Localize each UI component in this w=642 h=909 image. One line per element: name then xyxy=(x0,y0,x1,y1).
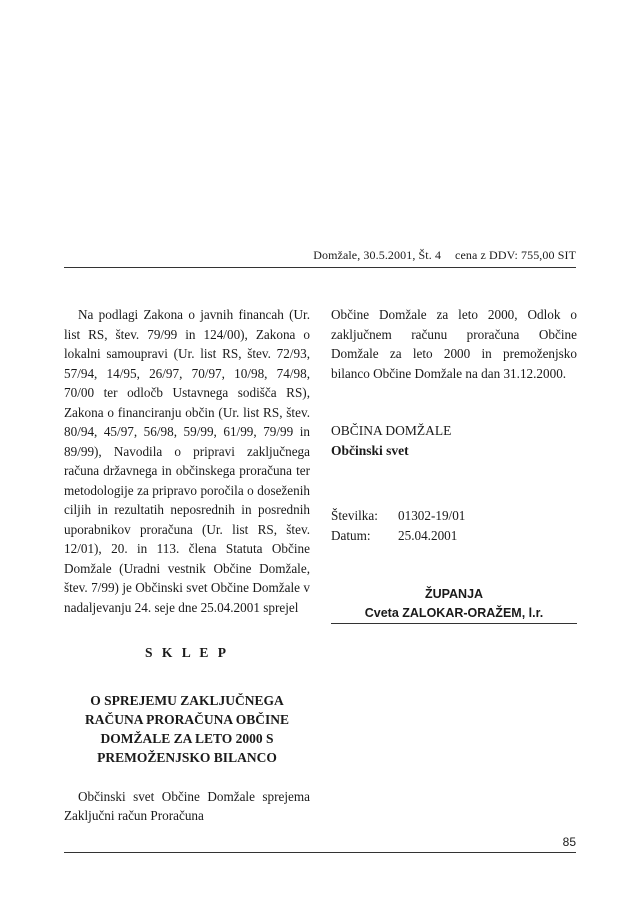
number-row xyxy=(331,506,577,526)
issue-info: Domžale, 30.5.2001, Št. 4 xyxy=(313,248,442,262)
header-rule xyxy=(64,267,576,268)
preamble-paragraph: Na podlagi Zakona o javnih financah (Ur. list RS, štev. 79/99 in 124/00), Zakona o lokalni samoupravi (Ur. list RS, štev. 72/93, 57/94, 14/95, 26/97, 70/97, 10/98, 74/98, 70/00 ter odločb Ustavnega sodišča RS), Zakona o financiranju občin (Ur. list RS, štev. 80/94, 45/97, 56/98, 59/99, 61/99, 79/99 in 89/99), Navodila o pripravi zaključnega računa državnega in občinskega proračuna ter metodologije za pripravo poročila o doseženih ciljih in rezultatih neposrednih in posrednih uporabnikov proračuna (Ur. list RS, štev. 12/01), 20. in 113. člena Statuta Občine Domžale (Uradni vestnik Občine Domžale, štev. 7/99) je Občinski svet Občine Domžale v nadaljevanju 24. seje dne 25.04.2001 sprejel xyxy=(64,307,310,615)
organization-block xyxy=(331,421,577,460)
date-row xyxy=(331,526,577,546)
left-column xyxy=(64,305,310,826)
number-label: Številka: xyxy=(331,508,378,523)
price-info: cena z DDV: 755,00 SIT xyxy=(455,248,576,262)
signature-block xyxy=(331,585,577,623)
organization-body: Občinski svet xyxy=(331,442,409,458)
signer-name: Cveta ZALOKAR-ORAŽEM, l.r. xyxy=(364,606,544,620)
decision-body-continued: Občine Domžale za leto 2000, Odlok o zaključnem računu proračuna Občine Domžale za leto 2000 in premoženjsko bilanco Občine Domžale na dan 31.12.2000. xyxy=(331,307,577,381)
signature-rule xyxy=(331,623,577,624)
footer-rule xyxy=(64,852,576,853)
page-number: 85 xyxy=(562,835,576,849)
signer-title: ŽUPANJA xyxy=(424,587,484,601)
document-meta xyxy=(331,506,577,545)
decision-body-start: Občinski svet Občine Domžale sprejema Zaključni račun Proračuna xyxy=(64,788,310,823)
date-value: 25.04.2001 xyxy=(398,527,458,543)
date-label: Datum: xyxy=(331,527,371,543)
right-column xyxy=(331,305,577,623)
decision-heading: S K L E P xyxy=(144,645,230,660)
decision-title: O SPREJEMU ZAKLJUČNEGA RAČUNA PRORAČUNA OBČINE DOMŽALE ZA LETO 2000 S PREMOŽENJSKO BILANCO xyxy=(84,692,289,765)
organization-name: OBČINA DOMŽALE xyxy=(331,423,452,438)
page-header xyxy=(64,248,576,263)
number-value: 01302-19/01 xyxy=(398,508,466,523)
